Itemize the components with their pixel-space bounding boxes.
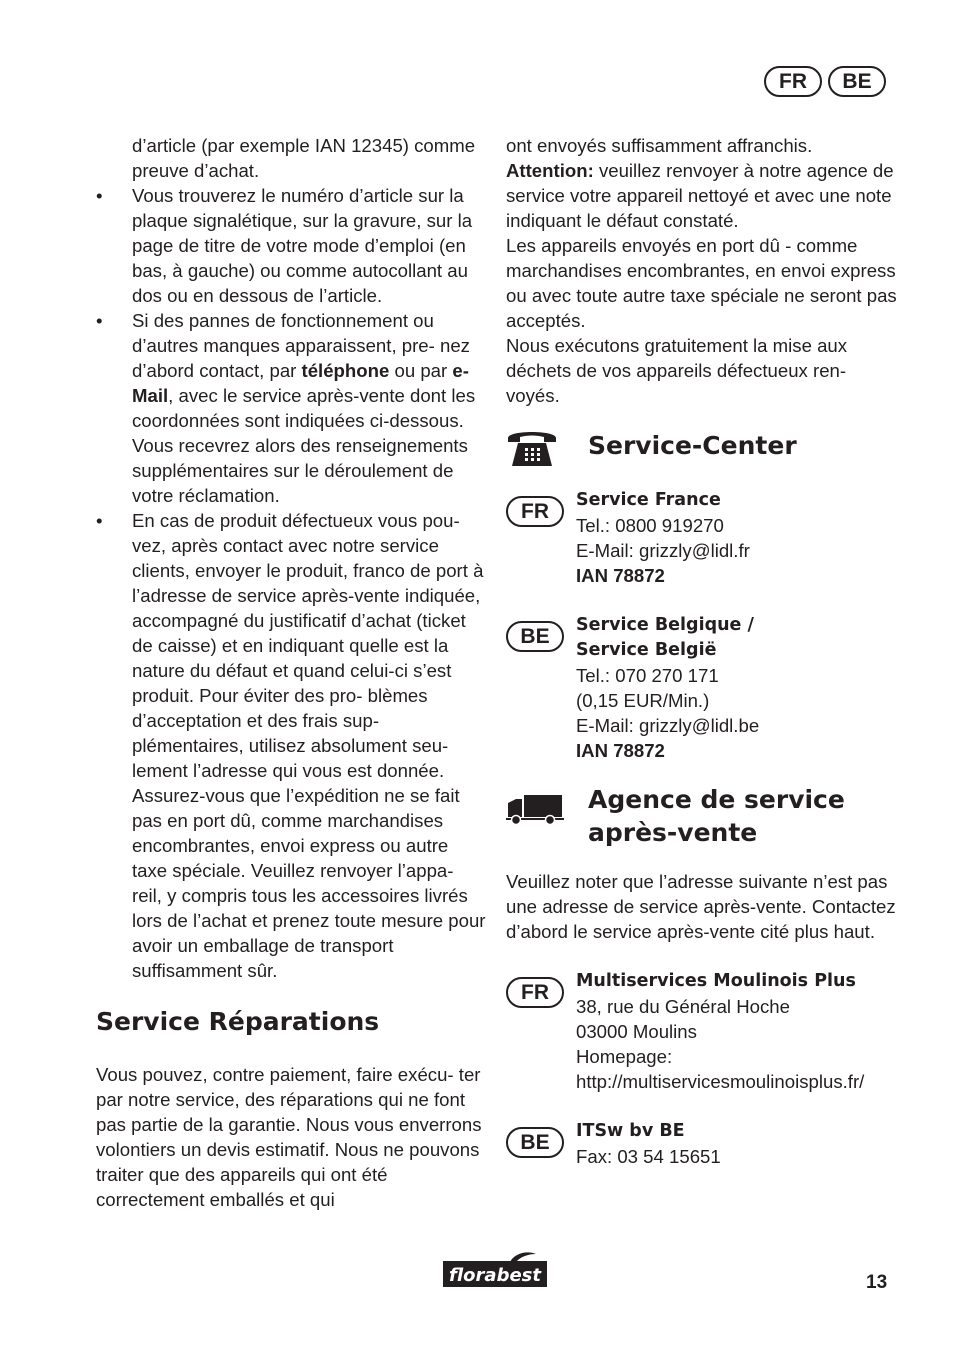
service-phone: Tel.: 0800 919270 <box>576 515 724 536</box>
badge-be: BE <box>828 66 886 97</box>
list-item <box>96 183 486 308</box>
language-badges <box>764 66 886 97</box>
bullet-icon: • <box>96 310 103 331</box>
paragraph-postage: ont envoyés suffisamment affranchis. <box>506 135 813 156</box>
agency-header <box>506 783 898 849</box>
paragraph-attention <box>506 158 898 233</box>
badge-fr: FR <box>506 496 564 527</box>
paragraph-port-du: Les appareils envoyés en port dû - comme marchandises encombrantes, en envoi express ou avec toute autre taxe spéciale ne seront pas acceptés. <box>506 235 897 331</box>
repairs-heading: Service Réparations <box>96 1007 380 1036</box>
service-name: Service Belgique / <box>576 615 754 635</box>
agency-heading-line1: Agence de service <box>588 785 845 814</box>
brand-text: florabest <box>449 1265 541 1286</box>
paragraph-article-proof: d’article (par exemple IAN 12345) comme preuve d’achat. <box>132 135 476 181</box>
list-item <box>96 508 486 983</box>
agency-homepage-url: http://multiservicesmoulinoisplus.fr/ <box>576 1071 865 1092</box>
bullet-list <box>96 183 486 983</box>
bullet-text-part: ou par <box>389 360 453 381</box>
left-column <box>96 133 486 1212</box>
service-rate: (0,15 EUR/Min.) <box>576 690 710 711</box>
service-ian: IAN 78872 <box>576 565 665 586</box>
service-email: E-Mail: grizzly@lidl.fr <box>576 540 750 561</box>
bullet-icon: • <box>96 510 103 531</box>
bullet-text: En cas de produit défectueux vous pou- vez, après contact avec notre service clients, envoyer le produit, franco de port à l’adresse de service après-vente indiquée, accompagné du justificatif d’achat (ticket de caisse) et en indiquant quelle est la nature du défaut et quand celui-ci s’est produit. Pour éviter des pro- blèmes d’acceptation et des frais sup- plémentaires, utilisez absolument seu- lement l’adresse qui vous est donnée. Assurez-vous que l’expédition ne se fait pas en port dû, comme marchandises encombrantes, envoi express ou autre taxe spéciale. Veuillez renvoyer l’appa- reil, y compris tous les accessoires livrés lors de l’achat et prenez toute mesure pour avoir un emballage de transport suffisamment sûr. <box>132 510 486 981</box>
agency-homepage-label: Homepage: <box>576 1046 673 1067</box>
service-center-header <box>506 426 898 474</box>
agency-paragraph: Veuillez noter que l’adresse suivante n’est pas une adresse de service après-vente. Contactez d’abord le service après-vente cité plus haut. <box>506 871 896 942</box>
agency-heading-line2: après-vente <box>588 818 758 847</box>
service-name: Service België <box>576 640 717 660</box>
service-email: E-Mail: grizzly@lidl.be <box>576 715 760 736</box>
bullet-text-part: , avec le service après-vente dont les coordonnées sont indiquées ci-dessous. Vous recevrez alors des renseignements supplémentaires sur le déroulement de votre réclamation. <box>132 385 476 506</box>
phone-emphasis: téléphone <box>301 360 390 381</box>
agency-belgium-block <box>506 1119 898 1169</box>
truck-icon <box>506 783 588 833</box>
service-center-heading: Service-Center <box>588 431 797 460</box>
badge-fr: FR <box>506 977 564 1008</box>
list-item <box>96 308 486 508</box>
right-column <box>506 133 898 1169</box>
badge-fr: FR <box>764 66 822 97</box>
bullet-text-part: Si des pannes de fonctionnement ou d’autres manques apparaissent, pre- nez d’abord contact, par <box>132 310 470 381</box>
page-number: 13 <box>866 1272 888 1293</box>
repairs-paragraph: Vous pouvez, contre paiement, faire exécu- ter par notre service, des réparations qui ne font pas partie de la garantie. Nous vous enverrons volontiers un devis estimatif. Nous ne pouvons traiter que des appareils qui ont été correctement emballés et qui <box>96 1064 482 1210</box>
paragraph-disposal: Nous exécutons gratuitement la mise aux déchets de vos appareils défectueux ren- voyés. <box>506 335 848 406</box>
agency-city: 03000 Moulins <box>576 1021 697 1042</box>
service-france-block <box>506 488 898 588</box>
agency-france-block <box>506 969 898 1094</box>
attention-text: veuillez renvoyer à notre agence de service votre appareil nettoyé et avec une note indiquant le défaut constaté. <box>506 160 894 231</box>
agency-fax: Fax: 03 54 15651 <box>576 1146 721 1167</box>
attention-label: Attention: <box>506 160 594 181</box>
badge-be: BE <box>506 621 564 652</box>
service-name: Service France <box>576 490 721 510</box>
agency-name: ITSw bv BE <box>576 1121 685 1141</box>
service-ian: IAN 78872 <box>576 740 665 761</box>
agency-street: 38, rue du Général Hoche <box>576 996 790 1017</box>
badge-be: BE <box>506 1127 564 1158</box>
service-belgium-block <box>506 613 898 763</box>
bullet-text: Vous trouverez le numéro d’article sur la plaque signalétique, sur la gravure, sur la page de titre de votre mode d’emploi (en bas, à gauche) ou comme autocollant au dos ou en dessous de l’article. <box>132 185 473 306</box>
telephone-icon <box>506 426 588 474</box>
bullet-icon: • <box>96 185 103 206</box>
email-emphasis: e-Mail <box>132 360 469 406</box>
florabest-logo <box>440 1250 552 1290</box>
service-phone: Tel.: 070 270 171 <box>576 665 719 686</box>
agency-name: Multiservices Moulinois Plus <box>576 971 856 991</box>
